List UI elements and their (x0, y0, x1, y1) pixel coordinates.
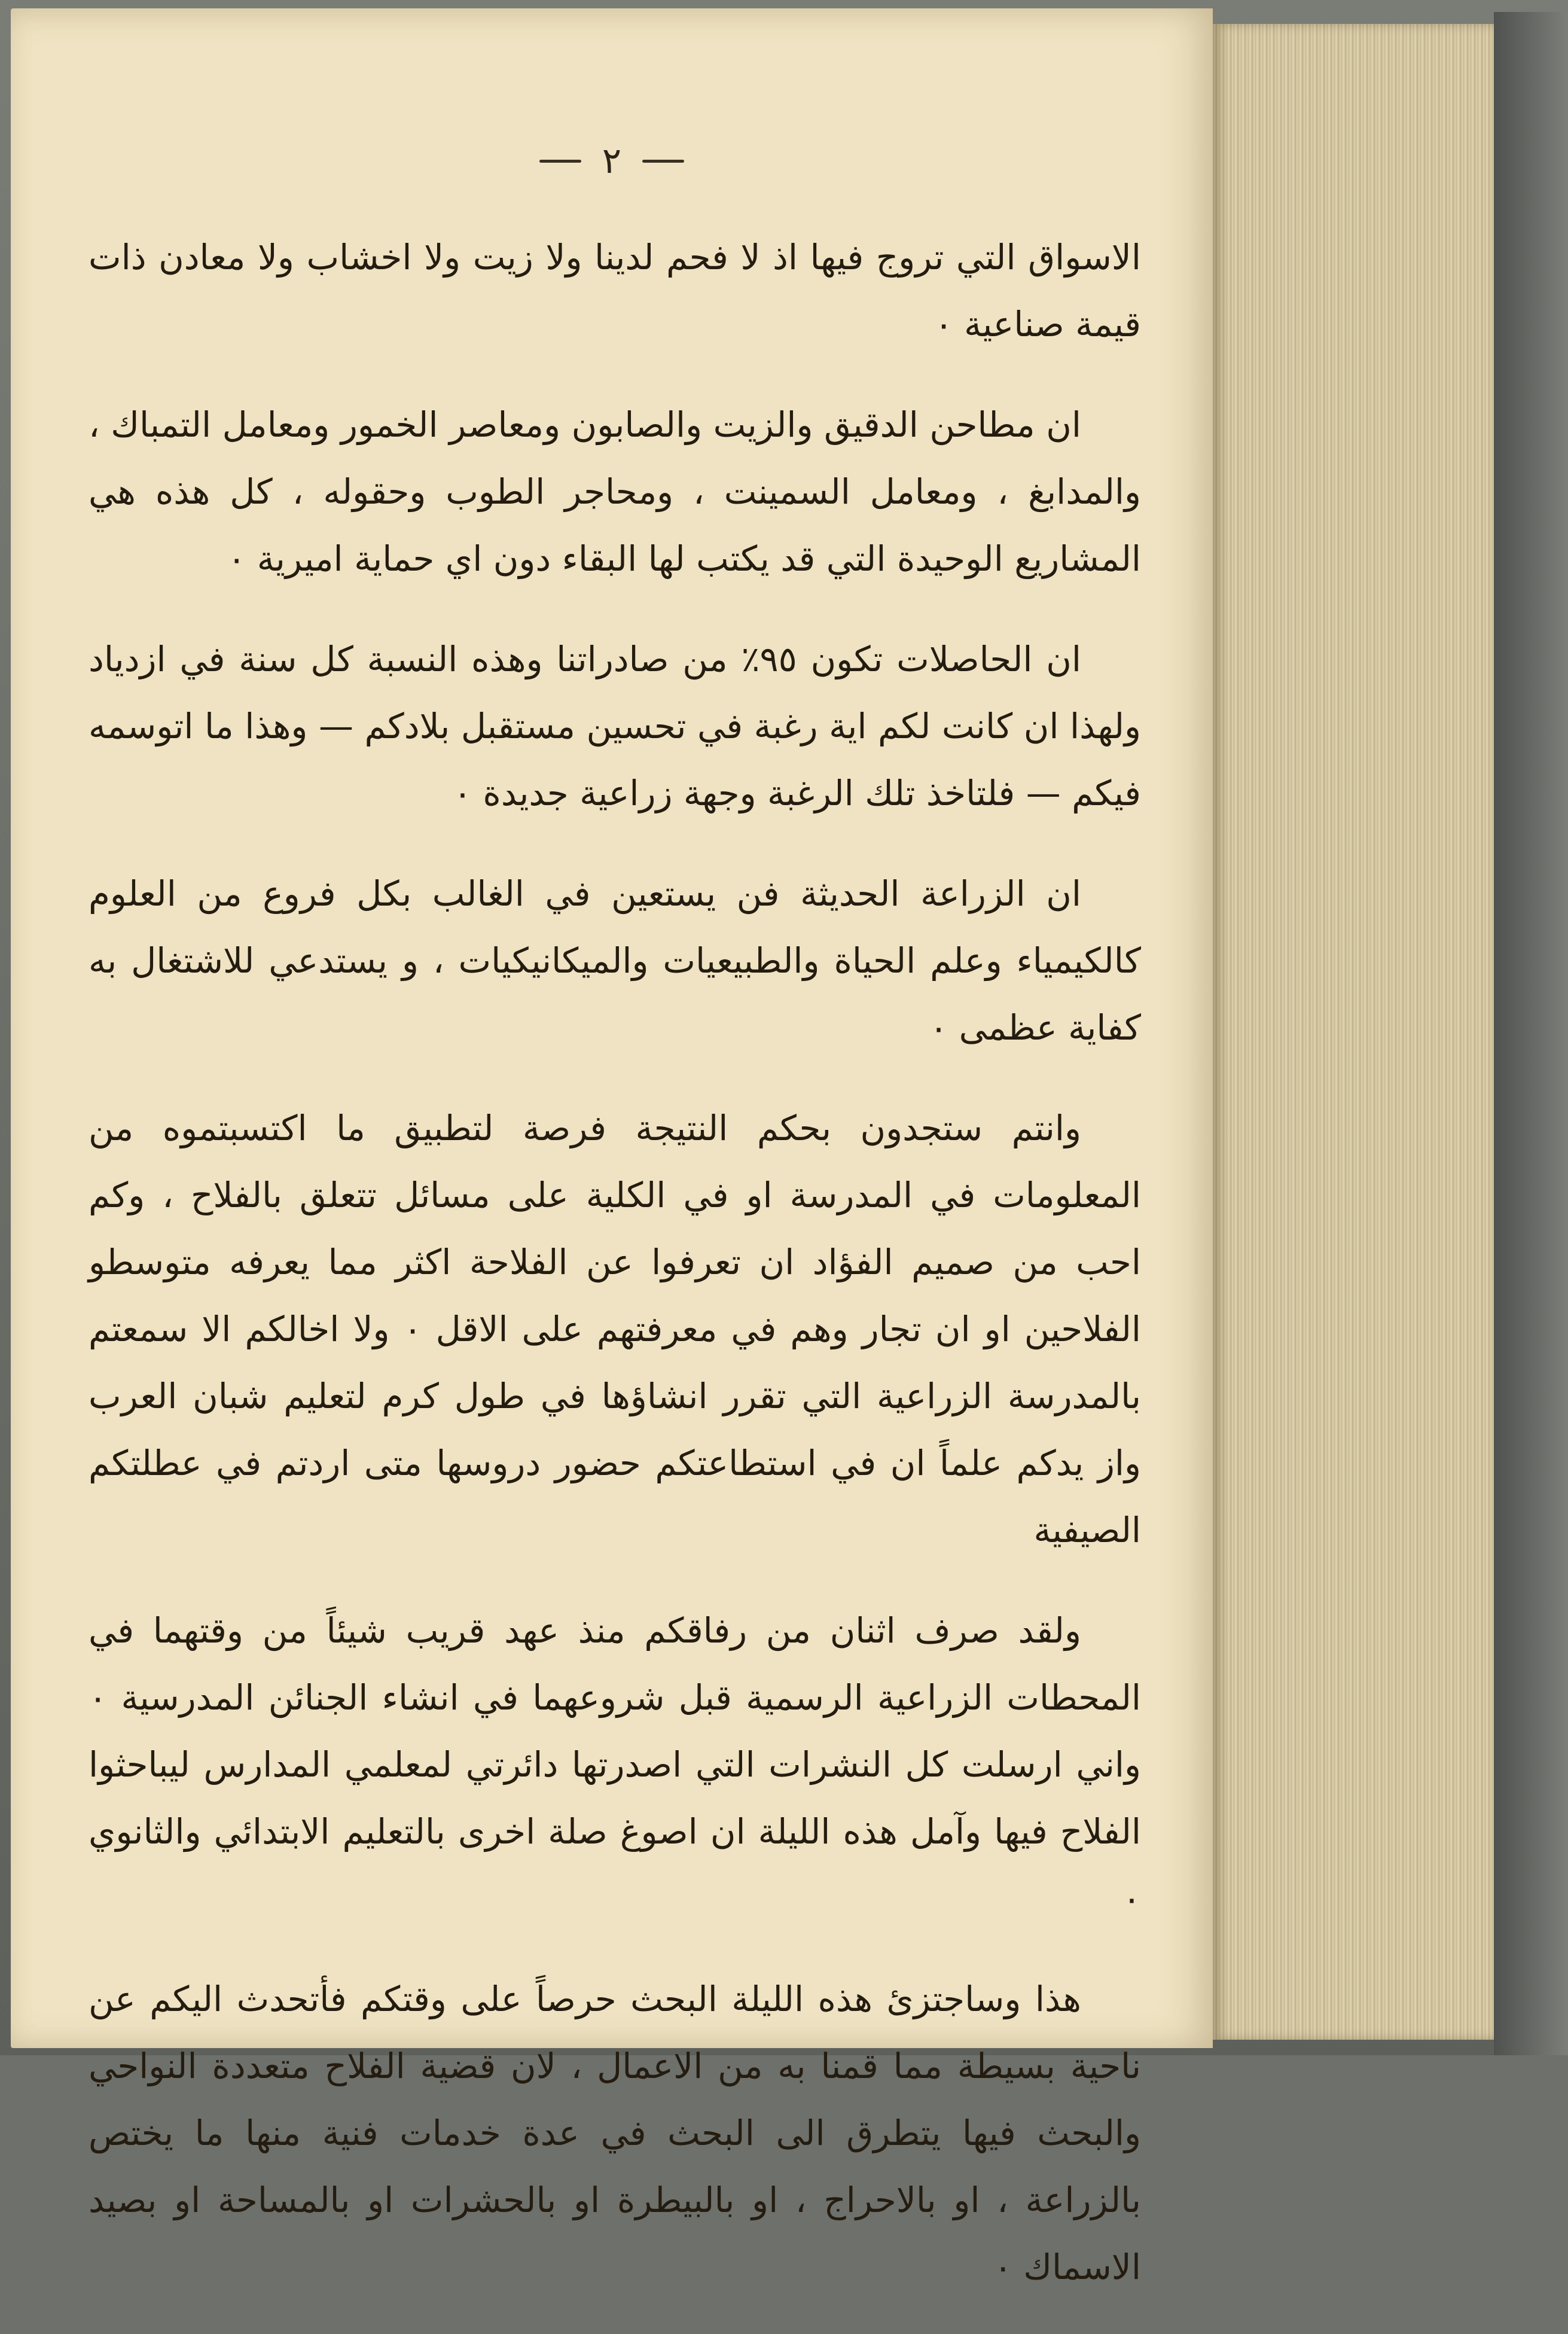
page-block-edges (1213, 24, 1494, 2040)
paragraph-7: هذا وساجتزئ هذه الليلة البحث حرصاً على وقتكم فأتحدث اليكم عن ناحية بسيطة مما قمنا به من الاعمال ، لان قضية الفلاح متعددة النواحي والبحث فيها يتطرق الى البحث في عدة خدمات فنية منها ما يختص بالزراعة ، او بالاحراج ، او بالبيطرة او بالحشرات او بالمساحة او بصيد الاسماك ٠ (89, 1979, 1141, 2287)
header-dash-right (642, 160, 684, 163)
paragraph-1: الاسواق التي تروج فيها اذ لا فحم لدينا ولا زيت ولا اخشاب ولا معادن ذات قيمة صناعية ٠ (89, 237, 1141, 345)
page-header (11, 140, 1213, 182)
paragraph-5: وانتم ستجدون بحكم النتيجة فرصة لتطبيق ما اكتسبتموه من المعلومات في المدرسة او في الكلية على مسائل تتعلق بالفلاح ، وكم احب من صميم الفؤاد ان تعرفوا عن الفلاحة اكثر مما يعرفه متوسطو الفلاحين او ان تجار وهم في معرفتهم على الاقل ٠ ولا اخالكم الا سمعتم بالمدرسة الزراعية التي تقرر انشاؤها في طول كرم لتعليم شبان العرب واز يدكم علماً ان في استطاعتكم حضور دروسها متى اردتم في عطلتكم الصيفية (89, 1108, 1141, 1550)
book-cover-edge (1494, 12, 1568, 2055)
body-text (89, 224, 1141, 2334)
paragraph-4: ان الزراعة الحديثة فن يستعين في الغالب بكل فروع من العلوم كالكيمياء وعلم الحياة والطبيعيات والميكانيكيات ، و يستدعي للاشتغال به كفاية عظمى ٠ (89, 873, 1141, 1048)
page-number: ٢ (602, 140, 622, 182)
paragraph-6: ولقد صرف اثنان من رفاقكم منذ عهد قريب شيئاً من وقتهما في المحطات الزراعية الرسمية قبل شروعهما في انشاء الجنائن المدرسية ٠ واني ارسلت كل النشرات التي اصدرتها دائرتي لمعلمي المدارس ليباحثوا الفلاح فيها وآمل هذه الليلة ان اصوغ صلة اخرى بالتعليم الابتدائي والثانوي ٠ (89, 1610, 1141, 1919)
header-dash-left (539, 160, 581, 163)
paragraph-2: ان مطاحن الدقيق والزيت والصابون ومعاصر الخمور ومعامل التمباك ، والمدابغ ، ومعامل السمينت ، ومحاجر الطوب وحقوله ، كل هذه هي المشاريع الوحيدة التي قد يكتب لها البقاء دون اي حماية اميرية ٠ (89, 404, 1141, 579)
book-page (11, 8, 1213, 2287)
paragraph-3: ان الحاصلات تكون ٩٥٪ من صادراتنا وهذه النسبة كل سنة في ازدياد ولهذا ان كانت لكم اية رغبة في تحسين مستقبل بلادكم — وهذا ما اتوسمه فيكم — فلتاخذ تلك الرغبة وجهة زراعية جديدة ٠ (89, 639, 1141, 813)
